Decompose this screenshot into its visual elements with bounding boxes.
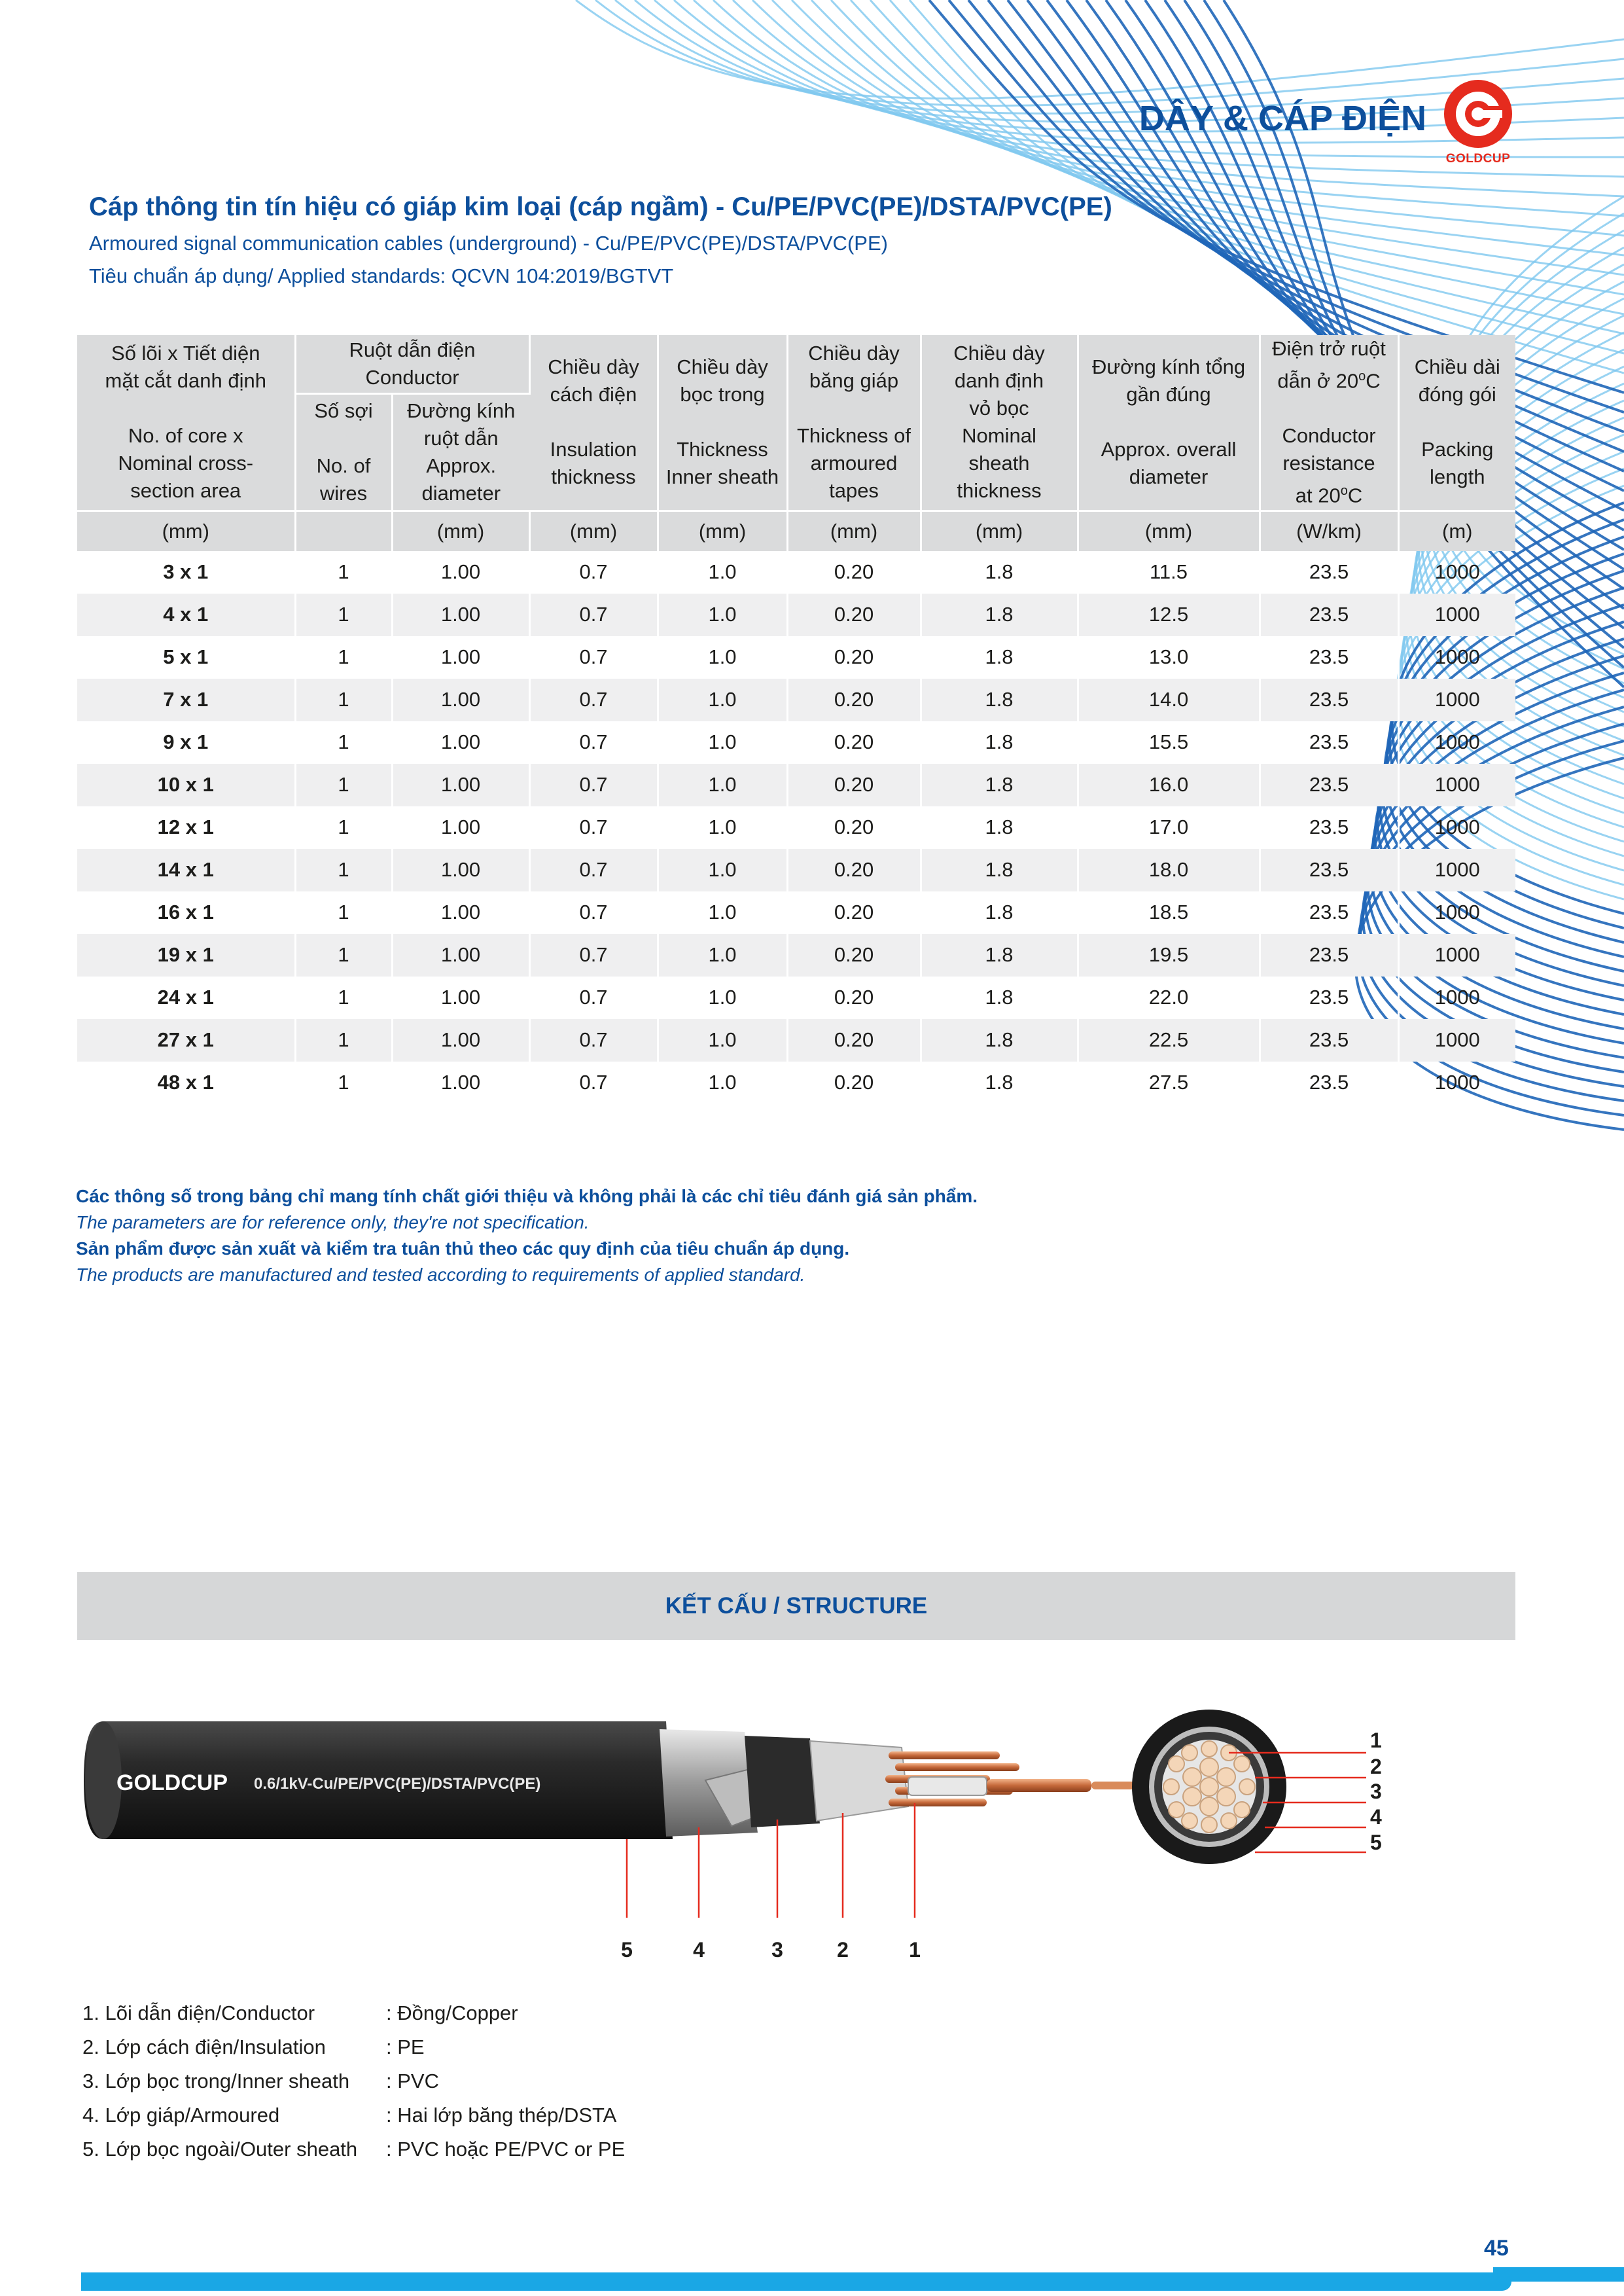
degree-sup: o: [1358, 369, 1366, 384]
table-cell: 23.5: [1260, 594, 1398, 636]
table-cell: 23.5: [1260, 806, 1398, 849]
cross-label: 5: [1370, 1831, 1382, 1854]
table-cell: 16.0: [1078, 764, 1260, 806]
table-cell: 1.8: [921, 551, 1078, 594]
table-cell: 18.5: [1078, 891, 1260, 934]
table-cell: 23.5: [1260, 679, 1398, 721]
table-cell: 1.0: [658, 636, 787, 679]
brand-heading: DÂY & CÁP ĐIỆN: [1139, 99, 1426, 138]
table-cell: 1.0: [658, 551, 787, 594]
degree-c: C: [1366, 369, 1381, 393]
table-cell: 0.20: [787, 891, 921, 934]
table-cell: 23.5: [1260, 551, 1398, 594]
legend-value: : PVC: [386, 2070, 439, 2092]
inner-sheath-shape: [745, 1736, 820, 1827]
header-insulation-vn: Chiều dày cách điện: [548, 355, 639, 406]
cross-section: [1132, 1710, 1286, 1864]
table-row: [77, 636, 1515, 679]
header-wires: [295, 393, 392, 511]
table-cell: 1.8: [921, 636, 1078, 679]
table-row: [77, 721, 1515, 764]
table-cell: 1.00: [392, 679, 529, 721]
cell-size: 5 x 1: [77, 636, 295, 679]
header-core-vn: Số lõi x Tiết diện mặt cắt danh định: [105, 342, 266, 393]
side-label: 5: [621, 1938, 633, 1962]
table-cell: 0.20: [787, 977, 921, 1019]
table-cell: 22.0: [1078, 977, 1260, 1019]
table-row: [77, 934, 1515, 977]
table-row: [77, 679, 1515, 721]
header-conductor: [295, 335, 529, 393]
table-cell: 1: [295, 1062, 392, 1104]
table-cell: 1.8: [921, 594, 1078, 636]
table-row: [77, 1019, 1515, 1062]
table-cell: 0.7: [529, 551, 658, 594]
table-cell: 1.00: [392, 764, 529, 806]
table-cell: 1.00: [392, 977, 529, 1019]
table-cell: 1000: [1398, 849, 1515, 891]
table-cell: 1000: [1398, 594, 1515, 636]
table-cell: 1.8: [921, 806, 1078, 849]
table-cell: 1: [295, 636, 392, 679]
table-cell: 1.0: [658, 891, 787, 934]
table-cell: 1000: [1398, 1019, 1515, 1062]
cable-brand-mark: GOLDCUP: [116, 1770, 228, 1795]
table-cell: 23.5: [1260, 764, 1398, 806]
unit-cell: (mm): [1078, 511, 1260, 551]
product-title: Cáp thông tin tín hiệu có giáp kim loại (cáp ngầm) - Cu/PE/PVC(PE)/DSTA/PVC(PE): [89, 192, 1112, 221]
table-cell: 19.5: [1078, 934, 1260, 977]
legend-name: 5. Lớp bọc ngoài/Outer sheath: [82, 2138, 358, 2161]
degree-sup-en: o: [1340, 484, 1348, 499]
cell-size: 48 x 1: [77, 1062, 295, 1104]
table-cell: 0.7: [529, 636, 658, 679]
table-cell: 0.7: [529, 1062, 658, 1104]
table-cell: 23.5: [1260, 721, 1398, 764]
header-insulation: [529, 335, 658, 511]
table-cell: 1.0: [658, 849, 787, 891]
unit-cell: (W/km): [1260, 511, 1398, 551]
table-cell: 23.5: [1260, 636, 1398, 679]
table-cell: 0.20: [787, 594, 921, 636]
legend-name: 2. Lớp cách điện/Insulation: [82, 2036, 326, 2058]
spec-table: [77, 335, 1515, 1104]
table-cell: 1.00: [392, 721, 529, 764]
notes: [76, 1183, 978, 1288]
cable-structure-illustration: [77, 1676, 1515, 1977]
table-cell: 1.8: [921, 764, 1078, 806]
legend-name: 4. Lớp giáp/Armoured: [82, 2104, 280, 2126]
cable-marking-text: 0.6/1kV-Cu/PE/PVC(PE)/DSTA/PVC(PE): [254, 1775, 541, 1793]
table-cell: 0.20: [787, 934, 921, 977]
table-cell: 1.0: [658, 1019, 787, 1062]
table-cell: 0.7: [529, 806, 658, 849]
table-cell: 23.5: [1260, 849, 1398, 891]
table-cell: 1000: [1434, 730, 1480, 754]
header-diameter-vn: Đường kính ruột dẫn: [407, 399, 516, 450]
table-cell: 0.20: [787, 679, 921, 721]
table-cell: 0.20: [787, 636, 921, 679]
table-cell: 23.5: [1260, 934, 1398, 977]
table-cell: 14.0: [1078, 679, 1260, 721]
table-cell: 1: [295, 806, 392, 849]
header-overall-en: Approx. overall diameter: [1101, 438, 1237, 489]
legend-row: [82, 2064, 625, 2098]
table-cell: 1.00: [392, 594, 529, 636]
header-wires-vn: Số sợi: [314, 399, 373, 422]
product-subtitle: Armoured signal communication cables (underground) - Cu/PE/PVC(PE)/DSTA/PVC(PE): [89, 232, 888, 255]
logo-wordmark: GOLDCUP: [1445, 152, 1511, 166]
cell-size: 10 x 1: [77, 764, 295, 806]
header-resistance-vn: [1263, 335, 1395, 395]
header-resistance-vn-text: Điện trở ruột dẫn ở 20: [1272, 337, 1386, 393]
table-cell: 1000: [1434, 901, 1480, 924]
table-cell: 0.7: [529, 764, 658, 806]
header-resistance-en-a: Conductor resistance: [1282, 424, 1376, 475]
table-cell: 1: [295, 594, 392, 636]
table-cell: 1.0: [658, 1062, 787, 1104]
table-row: [77, 764, 1515, 806]
header-sheath: [921, 335, 1078, 511]
table-cell: 13.0: [1078, 636, 1260, 679]
table-cell: 1.0: [658, 594, 787, 636]
table-row: [77, 551, 1515, 594]
header-inner-vn: Chiều dày bọc trong: [677, 355, 768, 406]
side-label: 2: [837, 1938, 849, 1962]
unit-cell: (mm): [658, 511, 787, 551]
header-armour-en: Thickness of armoured tapes: [797, 424, 911, 503]
legend-row: [82, 1996, 625, 2030]
table-cell: 1: [295, 551, 392, 594]
unit-cell: (mm): [529, 511, 658, 551]
table-cell: 1.8: [921, 891, 1078, 934]
table-cell: 1: [295, 849, 392, 891]
header-packing-vn: Chiều dài đóng gói: [1414, 355, 1500, 406]
page-number: 45: [1484, 2236, 1509, 2261]
cell-size: 14 x 1: [77, 849, 295, 891]
table-cell: 0.7: [529, 721, 658, 764]
note-en-2: The products are manufactured and tested according to requirements of applied standard.: [76, 1265, 805, 1285]
table-cell: 0.20: [787, 806, 921, 849]
note-vn-2: Sản phẩm được sản xuất và kiểm tra tuân thủ theo các quy định của tiêu chuẩn áp dụng.: [76, 1238, 850, 1259]
unit-cell: [295, 511, 392, 551]
table-row: [77, 806, 1515, 849]
table-cell: 1000: [1434, 645, 1480, 669]
table-cell: 27.5: [1078, 1062, 1260, 1104]
table-cell: 1.8: [921, 1062, 1078, 1104]
header-conductor-en: Conductor: [365, 365, 459, 389]
header-inner-sheath: [658, 335, 787, 511]
degree-c-en: C: [1347, 484, 1363, 507]
header-sheath-vn: Chiều dày danh định vỏ bọc: [953, 342, 1045, 420]
side-label: 3: [771, 1938, 783, 1962]
unit-cell: (mm): [392, 511, 529, 551]
table-cell: 1.8: [921, 934, 1078, 977]
table-cell: 1: [295, 679, 392, 721]
table-cell: 18.0: [1078, 849, 1260, 891]
cell-size: 7 x 1: [77, 679, 295, 721]
table-cell: 1000: [1398, 679, 1515, 721]
footer-bar: [81, 2272, 1511, 2291]
table-cell: 1.00: [392, 849, 529, 891]
table-cell: 0.7: [529, 594, 658, 636]
header-overall-vn: Đường kính tổng gần đúng: [1091, 355, 1246, 406]
table-cell: 1: [295, 977, 392, 1019]
table-row: [77, 849, 1515, 891]
legend-value: : Đồng/Copper: [386, 2001, 518, 2024]
table-cell: 23.5: [1260, 1019, 1398, 1062]
table-cell: 17.0: [1078, 806, 1260, 849]
cross-label: 1: [1370, 1729, 1382, 1752]
table-cell: 1.00: [392, 1062, 529, 1104]
table-cell: 0.20: [787, 849, 921, 891]
header-diameter-en: Approx. diameter: [421, 454, 501, 505]
table-cell: 1.0: [658, 977, 787, 1019]
table-cell: 1.0: [658, 679, 787, 721]
table-cell: 1.8: [921, 721, 1078, 764]
table-cell: 23.5: [1260, 977, 1398, 1019]
table-cell: 0.20: [787, 1062, 921, 1104]
table-cell: 1000: [1398, 934, 1515, 977]
header-core: [77, 335, 295, 511]
copper-wire-bundle: [885, 1751, 1144, 1806]
note-en-1: The parameters are for reference only, they're not specification.: [76, 1212, 590, 1232]
legend-row: [82, 2098, 625, 2132]
table-cell: 1.00: [392, 806, 529, 849]
table-cell: 1.8: [921, 679, 1078, 721]
header-resistance-en-b-text: at 20: [1295, 484, 1341, 507]
header-sheath-en: Nominal sheath thickness: [957, 424, 1042, 503]
table-row: [77, 1062, 1515, 1104]
side-label: 1: [909, 1938, 921, 1962]
table-cell: 1.00: [392, 891, 529, 934]
legend-value: : Hai lớp băng thép/DSTA: [386, 2104, 617, 2126]
cell-size: 3 x 1: [77, 551, 295, 594]
table-cell: 1000: [1434, 986, 1480, 1009]
table-cell: 0.7: [529, 679, 658, 721]
table-cell: 0.20: [787, 1019, 921, 1062]
table-cell: 1.8: [921, 1019, 1078, 1062]
header-armour-vn: Chiều dày băng giáp: [808, 342, 900, 393]
legend-value: : PVC hoặc PE/PVC or PE: [386, 2138, 626, 2161]
table-row: [77, 891, 1515, 934]
table-cell: 0.7: [529, 1019, 658, 1062]
unit-cell: (mm): [921, 511, 1078, 551]
legend-row: [82, 2132, 625, 2166]
header-armour: [787, 335, 921, 511]
header-packing-en: Packing length: [1421, 438, 1494, 489]
cell-size: 9 x 1: [77, 721, 295, 764]
side-label: 4: [693, 1938, 705, 1962]
table-cell: 15.5: [1078, 721, 1260, 764]
header-resistance: [1260, 335, 1398, 511]
table-cell: 1: [295, 1019, 392, 1062]
table-cell: 1.00: [392, 551, 529, 594]
table-cell: 1000: [1434, 560, 1480, 584]
table-cell: 1.0: [658, 934, 787, 977]
cross-label: 3: [1370, 1780, 1382, 1803]
units-row: [77, 511, 1515, 551]
table-cell: 1000: [1434, 816, 1480, 839]
structure-legend: [82, 1996, 625, 2166]
table-cell: 0.20: [787, 764, 921, 806]
legend-value: : PE: [386, 2036, 425, 2058]
cell-size: 19 x 1: [77, 934, 295, 977]
table-cell: 0.20: [787, 551, 921, 594]
unit-cell: (mm): [77, 511, 295, 551]
cross-label: 2: [1370, 1755, 1382, 1778]
table-row: [77, 977, 1515, 1019]
header-conductor-vn: Ruột dẫn điện: [349, 338, 476, 361]
header-packing: [1398, 335, 1515, 511]
header-insulation-en: Insulation thickness: [550, 438, 637, 489]
structure-heading: KẾT CẤU / STRUCTURE: [77, 1572, 1515, 1640]
table-cell: 0.7: [529, 849, 658, 891]
legend-name: 3. Lớp bọc trong/Inner sheath: [82, 2070, 350, 2092]
unit-cell: (m): [1398, 511, 1515, 551]
table-cell: 11.5: [1078, 551, 1260, 594]
unit-cell: (mm): [787, 511, 921, 551]
applied-standard: Tiêu chuẩn áp dụng/ Applied standards: QCVN 104:2019/BGTVT: [89, 264, 674, 287]
table-cell: 1.00: [392, 934, 529, 977]
legend-name: 1. Lõi dẫn điện/Conductor: [82, 2001, 315, 2024]
table-cell: 1000: [1398, 764, 1515, 806]
cell-size: 16 x 1: [77, 891, 295, 934]
cell-size: 12 x 1: [77, 806, 295, 849]
note-vn-1: Các thông số trong bảng chỉ mang tính chất giới thiệu và không phải là các chỉ tiêu đánh giá sản phẩm.: [76, 1186, 978, 1206]
table-cell: 1: [295, 721, 392, 764]
cell-size: 24 x 1: [77, 977, 295, 1019]
header-core-en: No. of core x Nominal cross-section area: [118, 424, 254, 503]
footer-accent: [1493, 2267, 1624, 2282]
table-cell: 22.5: [1078, 1019, 1260, 1062]
table-cell: 1: [295, 764, 392, 806]
table-cell: 1.8: [921, 977, 1078, 1019]
table-cell: 1000: [1434, 1071, 1480, 1094]
table-cell: 0.7: [529, 934, 658, 977]
table-cell: 12.5: [1078, 594, 1260, 636]
table-cell: 1: [295, 934, 392, 977]
table-cell: 1.0: [658, 764, 787, 806]
header-wires-en: No. of wires: [316, 454, 371, 505]
table-cell: 1: [295, 891, 392, 934]
cell-size: 4 x 1: [77, 594, 295, 636]
table-cell: 1.8: [921, 849, 1078, 891]
legend-row: [82, 2030, 625, 2064]
header-resistance-en-b: [1263, 477, 1395, 509]
header-diameter: [392, 393, 529, 511]
table-cell: 23.5: [1260, 1062, 1398, 1104]
table-cell: 1.0: [658, 721, 787, 764]
table-cell: 1.0: [658, 806, 787, 849]
table-cell: 23.5: [1260, 891, 1398, 934]
table-cell: 0.7: [529, 977, 658, 1019]
cell-size: 27 x 1: [77, 1019, 295, 1062]
header-inner-en: Thickness Inner sheath: [665, 438, 779, 489]
cross-label: 4: [1370, 1805, 1382, 1829]
table-row: [77, 594, 1515, 636]
table-cell: 1.00: [392, 1019, 529, 1062]
table-cell: 0.7: [529, 891, 658, 934]
table-cell: 1.00: [392, 636, 529, 679]
table-cell: 0.20: [787, 721, 921, 764]
header-overall-diameter: [1078, 335, 1260, 511]
